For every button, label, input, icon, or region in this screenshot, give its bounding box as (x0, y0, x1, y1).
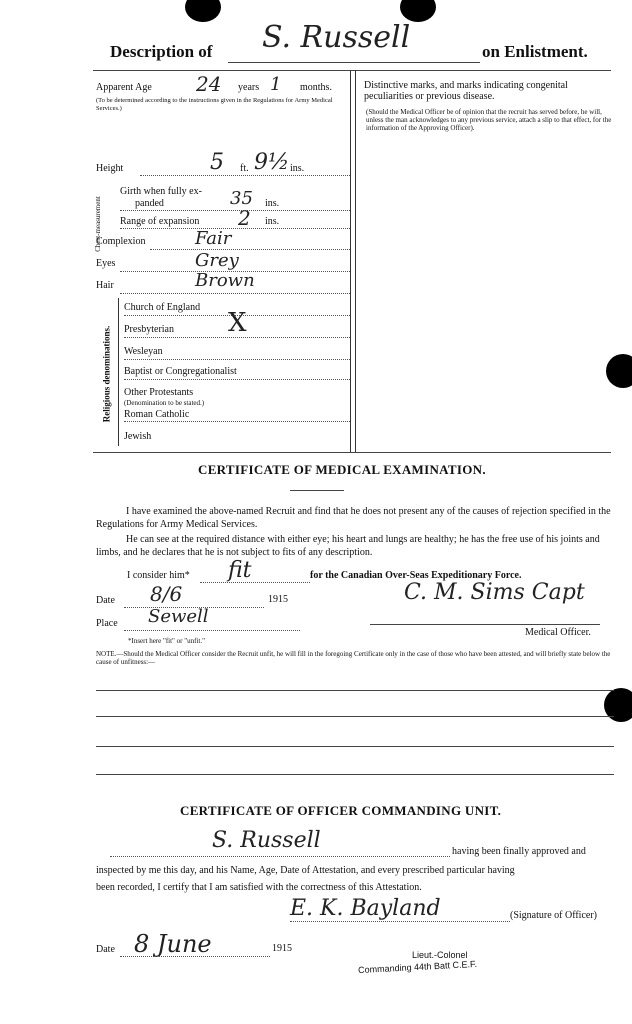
medical-place-label: Place (96, 618, 118, 629)
medical-heading: CERTIFICATE OF MEDICAL EXAMINATION. (198, 462, 486, 477)
medical-para-2: He can see at the required distance with either eye; his heart and lungs are healthy; he has the free use of his joints and limbs, and he declares that he is not subject to fits of any description. (96, 534, 600, 558)
height-ft: 5 (210, 150, 224, 175)
commanding-date-value: 8 June (134, 930, 212, 958)
title-suffix: on Enlistment. (482, 42, 588, 61)
distinctive-marks-note: (Should the Medical Officer be of opinion that the recruit has served before, he will, unless the man acknowledges to any previous service, attach a slip to that effect, for the information of the Approving Officer). (366, 108, 612, 132)
religion-other-protestants: Other Protestants (124, 387, 194, 398)
height-in: 9½ (254, 150, 290, 175)
commanding-date-label: Date (96, 944, 115, 955)
commanding-name-value: S. Russell (212, 828, 321, 853)
religion-roman-catholic: Roman Catholic (124, 409, 190, 420)
punch-hole-right-1 (606, 354, 632, 388)
religion-side-label: Religious denominations. (101, 325, 112, 423)
height-label: Height (96, 163, 124, 174)
religion-mark: X (228, 308, 247, 338)
signature-of-officer-label: (Signature of Officer) (510, 910, 598, 921)
hair-label: Hair (96, 280, 114, 291)
age-years: 24 (196, 72, 222, 96)
age-months: 1 (270, 74, 282, 95)
scan-blot-top-left (185, 0, 221, 22)
recruit-name: S. Russell (262, 20, 411, 55)
commanding-heading: CERTIFICATE OF OFFICER COMMANDING UNIT. (180, 803, 502, 818)
religion-presbyterian: Presbyterian (124, 324, 174, 335)
religion-church-of-england: Church of England (124, 302, 201, 313)
commanding-officer-signature: E. K. Bayland (290, 896, 441, 921)
range-value: 2 (238, 206, 251, 230)
distinctive-marks-heading: Distinctive marks, and marks indicating congenital peculiarities or previous disease. (364, 80, 568, 102)
medical-nota: NOTE.—Should the Medical Officer consider the Recruit unfit, he will fill in the foregoing Certificate only in the case of those who have been attested, and will briefly state below the cause of unfitness:— (96, 650, 611, 666)
medical-date-value: 8/6 (150, 582, 183, 606)
religion-jewish: Jewish (124, 431, 152, 442)
title-prefix: Description of (110, 42, 213, 61)
scan-blot-top-right (400, 0, 436, 22)
medical-place-value: Sewell (148, 606, 209, 627)
fitness-value: fit (228, 558, 252, 583)
religion-baptist: Baptist or Congregationalist (124, 366, 237, 377)
column-divider (350, 70, 351, 452)
fit-footnote: *Insert here "fit" or "unfit." (128, 637, 205, 645)
stamp-rank: Lieut.-Colonel (412, 950, 468, 960)
stamp-unit: Commanding 44th Batt C.E.F. (357, 958, 478, 976)
medical-para-1: I have examined the above-named Recruit and find that he does not present any of the causes of rejection specified in the Regulations for Army Medical Services. (96, 506, 611, 530)
age-note: (To be determined according to the instructions given in the Regulations for Army Medical Services.) (96, 97, 333, 112)
complexion-label: Complexion (96, 236, 146, 247)
complexion-value: Fair (195, 228, 232, 249)
religion-wesleyan: Wesleyan (124, 346, 163, 357)
medical-officer-signature: C. M. Sims Capt (404, 580, 585, 605)
eyes-value: Grey (195, 250, 239, 271)
apparent-age-label: Apparent Age (96, 82, 152, 93)
girth-value: 35 (230, 188, 253, 209)
medical-officer-label: Medical Officer. (525, 627, 591, 638)
hair-value: Brown (195, 270, 255, 291)
chest-measurement-label: Chest-measurement (93, 196, 102, 252)
medical-date-label: Date (96, 595, 115, 606)
eyes-label: Eyes (96, 258, 116, 269)
